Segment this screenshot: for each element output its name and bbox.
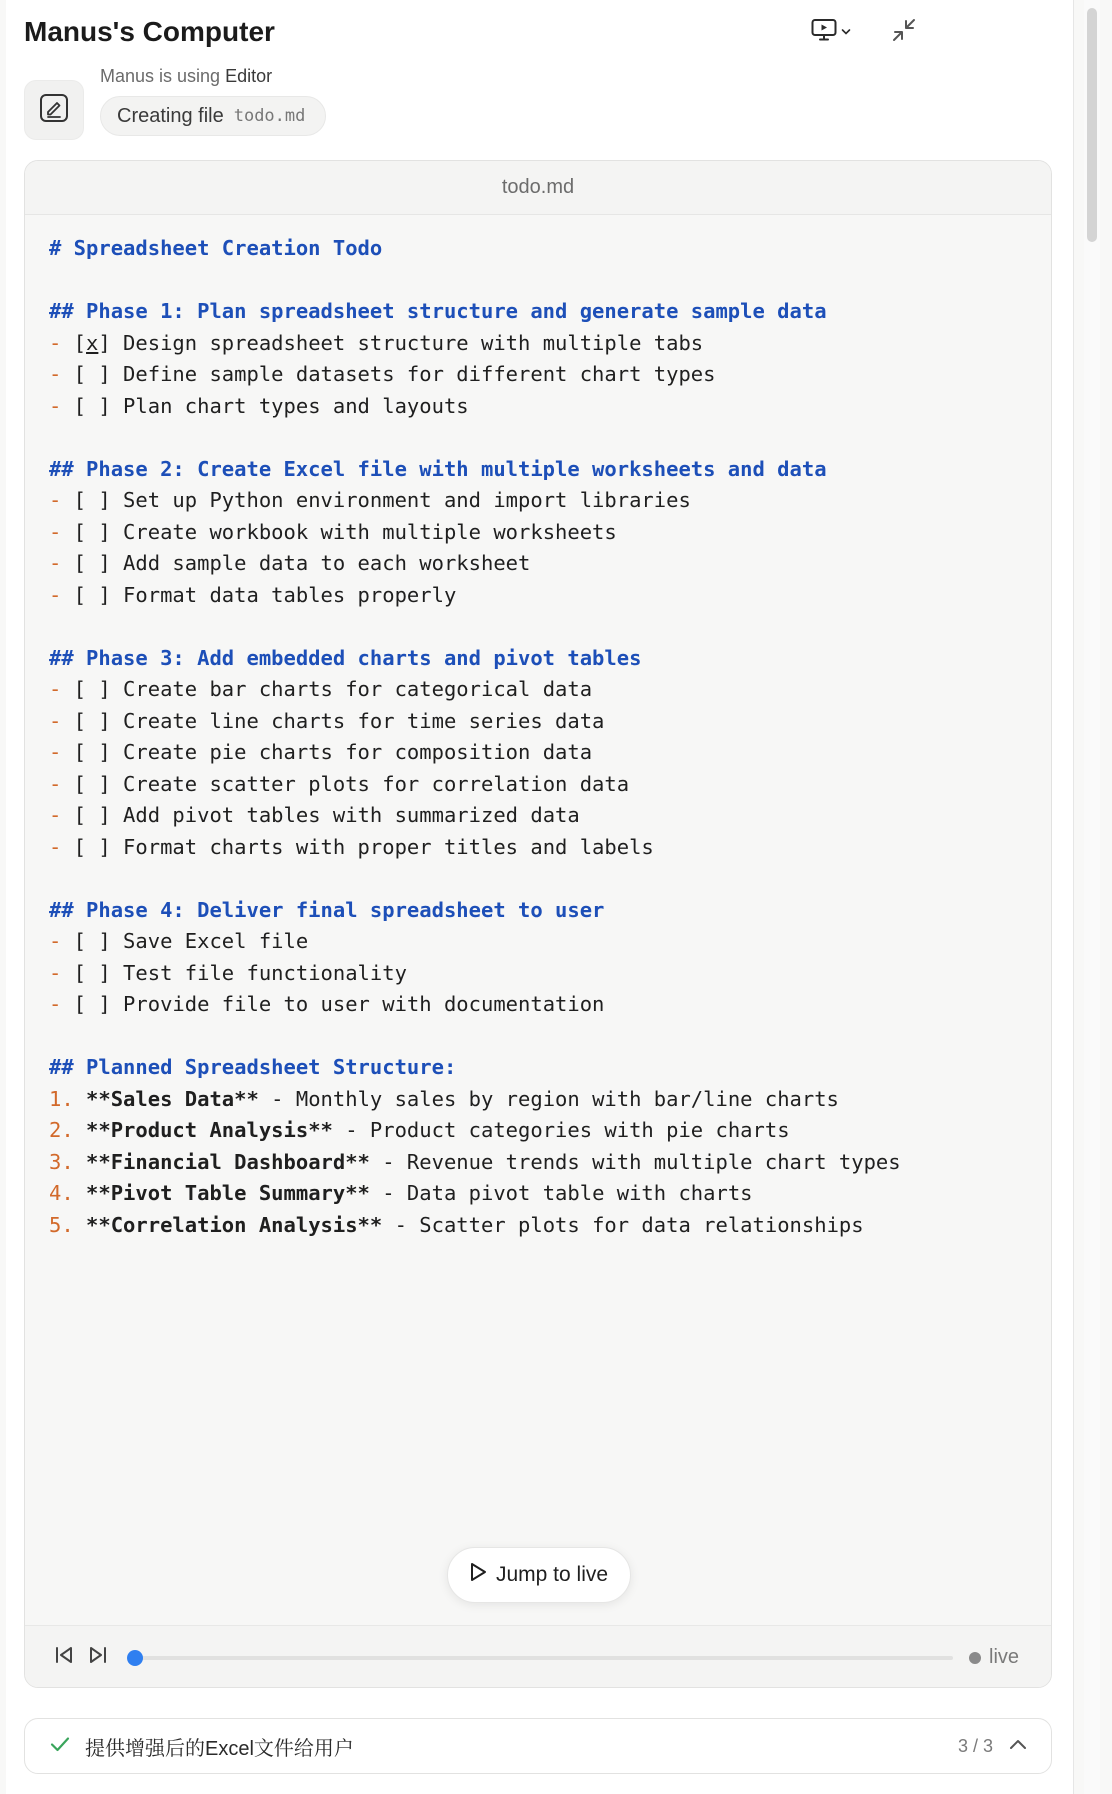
editor-line <box>49 233 1029 265</box>
checkbox-state <box>86 362 98 386</box>
skip-back-icon <box>53 1644 75 1671</box>
list-marker: - <box>49 582 62 607</box>
checkbox-state <box>86 677 98 701</box>
progress-track[interactable] <box>133 1656 953 1660</box>
editor-line <box>49 485 1029 517</box>
skip-forward-button[interactable] <box>85 1644 111 1670</box>
todo-item-text: ] Plan chart types and layouts <box>98 393 469 418</box>
check-icon <box>49 1733 71 1760</box>
scrollbar-track[interactable] <box>1084 0 1100 1794</box>
checkbox-state <box>86 551 98 575</box>
item-description: - Scatter plots for data relationships <box>382 1212 864 1237</box>
editor-line <box>49 422 1029 454</box>
list-marker: - <box>49 929 62 953</box>
editor-line <box>49 328 1029 360</box>
collapse-button[interactable] <box>886 14 922 50</box>
view-mode-button[interactable] <box>806 14 856 50</box>
markdown-heading: ## Phase 3: Add embedded charts and pivot tables <box>49 645 642 670</box>
item-description: - Data pivot table with charts <box>369 1181 753 1205</box>
editor-line <box>49 517 1029 549</box>
list-marker: - <box>49 519 62 544</box>
editor-line <box>49 580 1029 612</box>
editor-line <box>49 1210 1029 1242</box>
editor-line <box>49 643 1029 675</box>
checkbox-state <box>86 992 98 1016</box>
tool-using-text <box>100 66 272 87</box>
markdown-heading: ## Phase 2: Create Excel file with multiple worksheets and data <box>49 456 827 481</box>
editor-line <box>49 1115 1029 1147</box>
list-marker: - <box>49 771 62 796</box>
todo-item-text: ] Format data tables properly <box>98 582 457 607</box>
spacer <box>74 1150 86 1174</box>
task-progress-bar[interactable] <box>24 1718 1052 1774</box>
list-marker: - <box>49 992 62 1016</box>
list-number: 5. <box>49 1212 74 1237</box>
list-marker: - <box>49 834 62 859</box>
editor-pane <box>24 160 1052 1688</box>
todo-item-text: ] Format charts with proper titles and labels <box>98 834 654 859</box>
list-marker: - <box>49 708 62 733</box>
todo-item-text: ] Add sample data to each worksheet <box>98 551 531 575</box>
checkbox-open: [ <box>61 362 87 386</box>
checkbox-open: [ <box>61 834 87 859</box>
spacer <box>74 1213 86 1237</box>
checkbox-state <box>86 709 98 733</box>
checkbox-open: [ <box>61 771 87 796</box>
editor-line <box>49 548 1029 580</box>
editor-content <box>49 233 1029 1241</box>
panel-title: Manus's Computer <box>24 16 275 47</box>
editor-line <box>49 674 1029 706</box>
todo-item-text: ] Create scatter plots for correlation data <box>98 771 630 796</box>
editor-line <box>49 1021 1029 1053</box>
checkbox-open: [ <box>61 551 87 575</box>
checkbox-state <box>86 835 98 859</box>
tool-status <box>24 64 624 140</box>
list-number: 2. <box>49 1118 74 1142</box>
todo-item-text: ] Design spreadsheet structure with multiple tabs <box>98 330 704 355</box>
scrollbar-thumb[interactable] <box>1087 8 1097 242</box>
editor-line <box>49 1084 1029 1116</box>
item-description: - Product categories with pie charts <box>332 1118 790 1142</box>
todo-item-text: ] Set up Python environment and import libraries <box>98 488 691 512</box>
editor-line <box>49 706 1029 738</box>
editor-line <box>49 265 1029 297</box>
bold-term: **Correlation Analysis** <box>86 1212 383 1237</box>
checkbox-open: [ <box>61 960 87 985</box>
jump-to-live-button[interactable] <box>447 1547 631 1603</box>
editor-line <box>49 611 1029 643</box>
list-marker: - <box>49 362 62 386</box>
spacer <box>74 1087 86 1111</box>
editor-line <box>49 737 1029 769</box>
editor-line <box>49 863 1029 895</box>
spacer <box>74 1118 86 1142</box>
list-number: 3. <box>49 1149 74 1174</box>
editor-tab: todo.md <box>25 161 1051 215</box>
editor-line <box>49 895 1029 927</box>
skip-back-button[interactable] <box>51 1644 77 1670</box>
checkbox-open: [ <box>61 393 87 418</box>
live-dot <box>969 1652 981 1664</box>
markdown-heading: ## Planned Spreadsheet Structure: <box>49 1055 457 1079</box>
checkbox-state <box>86 488 98 512</box>
checkbox-open: [ <box>61 677 87 701</box>
checkbox-state <box>86 583 98 607</box>
action-file: todo.md <box>233 106 306 126</box>
todo-item-text: ] Test file functionality <box>98 960 407 985</box>
progress-thumb[interactable] <box>127 1650 143 1666</box>
list-marker: - <box>49 960 62 985</box>
editor-line <box>49 1178 1029 1210</box>
checkbox-state <box>86 394 98 418</box>
list-number: 1. <box>49 1086 74 1111</box>
collapse-icon <box>891 17 917 48</box>
play-icon <box>468 1561 488 1589</box>
checkbox-state <box>86 803 98 827</box>
checkbox-state <box>86 520 98 544</box>
checkbox-open: [ <box>61 519 87 544</box>
panel-header <box>24 14 1052 54</box>
tool-icon-box <box>24 80 84 140</box>
todo-item-text: ] Create pie charts for composition data <box>98 740 593 764</box>
list-number: 4. <box>49 1181 74 1205</box>
markdown-heading: ## Phase 1: Plan spreadsheet structure and generate sample data <box>49 299 827 323</box>
checkbox-state <box>86 929 98 953</box>
checkbox-open: [ <box>61 929 87 953</box>
checkbox-open: [ <box>61 740 87 764</box>
editor-line <box>49 832 1029 864</box>
bold-term: **Financial Dashboard** <box>86 1149 370 1174</box>
editor-line <box>49 454 1029 486</box>
editor-line <box>49 1147 1029 1179</box>
list-marker: - <box>49 677 62 701</box>
editor-line <box>49 989 1029 1021</box>
live-indicator <box>969 1646 1019 1669</box>
checkbox-open: [ <box>61 708 87 733</box>
checkbox-open: [ <box>61 330 87 355</box>
jump-to-live-label: Jump to live <box>496 1563 609 1586</box>
checkbox-open: [ <box>61 803 87 827</box>
playback-bar <box>25 1625 1051 1687</box>
editor-line <box>49 926 1029 958</box>
list-marker: - <box>49 330 62 355</box>
todo-item-text: ] Define sample datasets for different chart types <box>98 362 716 386</box>
action-label: Creating file <box>117 104 224 127</box>
monitor-icon <box>811 18 837 47</box>
list-marker: - <box>49 393 62 418</box>
list-marker: - <box>49 488 62 512</box>
todo-item-text: ] Create line charts for time series data <box>98 708 605 733</box>
todo-item-text: ] Create bar charts for categorical data <box>98 677 593 701</box>
bold-term: **Pivot Table Summary** <box>86 1181 370 1205</box>
spacer <box>74 1181 86 1205</box>
todo-item-text: ] Provide file to user with documentation <box>98 992 605 1016</box>
task-count: 3 / 3 <box>957 1735 993 1756</box>
chevron-up-icon[interactable] <box>1009 1737 1027 1755</box>
tool-name: Editor <box>225 66 273 86</box>
editor-line <box>49 1052 1029 1084</box>
using-prefix: Manus is using <box>100 66 221 86</box>
edit-icon <box>39 93 69 128</box>
editor-line <box>49 769 1029 801</box>
checkbox-state <box>86 772 98 796</box>
item-description: - Monthly sales by region with bar/line charts <box>258 1086 839 1111</box>
checkbox-state <box>86 740 98 764</box>
bold-term: **Product Analysis** <box>86 1118 333 1142</box>
checkbox-open: [ <box>61 992 87 1016</box>
list-marker: - <box>49 551 62 575</box>
task-label: 提供增强后的Excel文件给用户 <box>85 1737 354 1760</box>
bold-term: **Sales Data** <box>86 1086 259 1111</box>
editor-line <box>49 958 1029 990</box>
markdown-heading: # Spreadsheet Creation Todo <box>49 236 383 260</box>
list-marker: - <box>49 803 62 827</box>
checkbox-open: [ <box>61 488 87 512</box>
action-pill <box>100 96 326 136</box>
checkbox-state <box>86 961 98 985</box>
todo-item-text: ] Create workbook with multiple worksheets <box>98 519 617 544</box>
todo-item-text: ] Add pivot tables with summarized data <box>98 803 580 827</box>
live-label: live <box>989 1646 1020 1668</box>
todo-item-text: ] Save Excel file <box>98 929 309 953</box>
editor-line <box>49 391 1029 423</box>
editor-line <box>49 800 1029 832</box>
item-description: - Revenue trends with multiple chart types <box>369 1149 901 1174</box>
chevron-down-icon <box>841 23 851 41</box>
editor-line <box>49 296 1029 328</box>
skip-forward-icon <box>87 1644 109 1671</box>
checkbox-state: x <box>86 330 99 355</box>
list-marker: - <box>49 740 62 764</box>
editor-line <box>49 359 1029 391</box>
checkbox-open: [ <box>61 582 87 607</box>
markdown-heading: ## Phase 4: Deliver final spreadsheet to user <box>49 897 605 922</box>
